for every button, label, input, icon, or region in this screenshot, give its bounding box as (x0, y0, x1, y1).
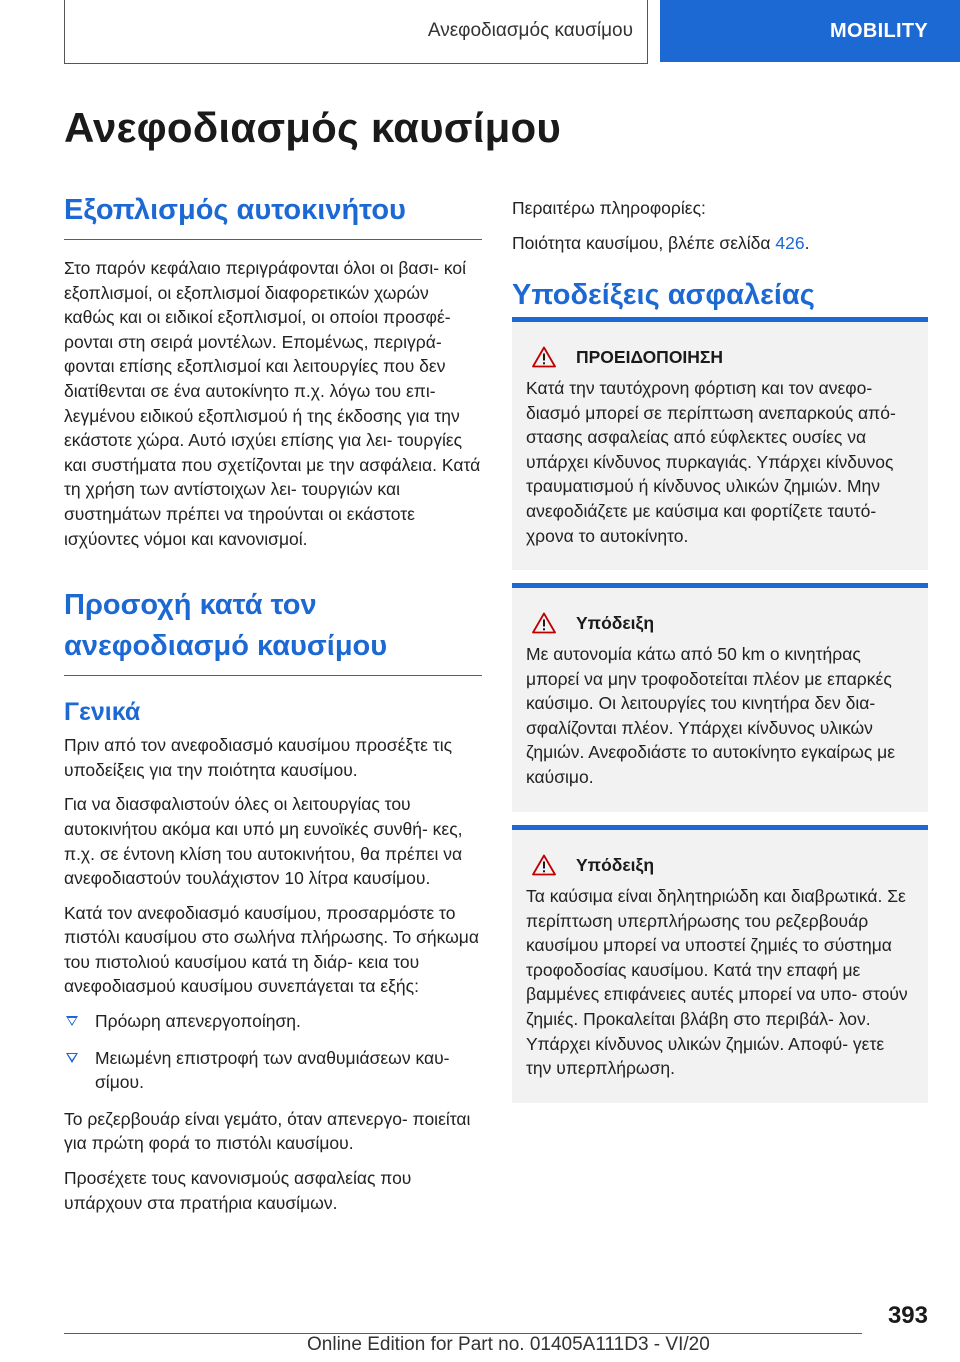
notice-text: Με αυτονομία κάτω από 50 km ο κινητήρας μπορεί να μην τροφοδοτείται πλέον με επαρκές καύσιμο. Οι λειτουργίες του κινητήρα δεν δια‐ σφαλίζονται πλέον. Υπάρχει κίνδυνος υλικών ζημιών. Ανεφοδιάστε το αυτοκίνητο εγκαίρως με καύσιμο. (526, 644, 896, 787)
paragraph-general-3: Κατά τον ανεφοδιασμό καυσίμου, προσαρμόστε το πιστόλι καυσίμου στο σωλήνα πλήρωσης. Το σήκωμα του πιστολιού καυσίμου κατά τη διάρ‐ κεια του ανεφοδιασμού καυσίμου συνεπάγεται τα εξής: (64, 902, 479, 997)
header-box (64, 0, 648, 64)
heading-refuel-attention: Προσοχή κατά τον ανεφοδιασμό καυσίμου (64, 585, 482, 676)
paragraph-general-5: Προσέχετε τους κανονισμούς ασφαλείας που υπάρχουν στα πρατήρια καυσίμων. (64, 1168, 412, 1213)
heading-general: Γενικά (64, 698, 141, 727)
header-section-title: Ανεφοδιασμός καυσίμου (427, 20, 633, 41)
paragraph-general-1: Πριν από τον ανεφοδιασμό καυσίμου προσέξτε τις υποδείξεις για την ποιότητα καυσίμου. (64, 735, 453, 780)
warning-triangle-icon (532, 854, 556, 876)
heading-vehicle-equipment: Εξοπλισμός αυτοκινήτου (64, 190, 482, 240)
footer-edition-text: Online Edition for Part no. 01405A111D3 - VI/20 (307, 1334, 710, 1355)
right-column (512, 196, 928, 316)
triangle-bullet-icon (66, 1053, 78, 1063)
notice-title: ΠΡΟΕΙΔΟΠΟΙΗΣΗ (576, 346, 724, 367)
notice-hint-autonomy (512, 583, 928, 812)
paragraph-general-4: Το ρεζερβουάρ είναι γεμάτο, όταν απενεργο‐ ποιείται για πρώτη φορά το πιστόλι καυσίμου. (64, 1108, 471, 1154)
notice-warning (512, 317, 928, 570)
notice-title: Υπόδειξη (576, 612, 655, 633)
heading-safety-notes: Υποδείξεις ασφαλείας (512, 279, 815, 312)
warning-triangle-icon (532, 612, 556, 634)
notice-title: Υπόδειξη (576, 854, 655, 875)
notice-text: Τα καύσιμα είναι δηλητηριώδη και διαβρωτικά. Σε περίπτωση υπερπλήρωσης του ρεζερβουάρ καυσίμου μπορεί να υποστεί ζημιές το σύστημα τροφοδοσίας καυσίμου. Κατά την επαφή με βαμμένες επιφάνειες αυτές μπορεί να υπο‐ στούν ζημιές. Προκαλείται βλάβη στο περιβάλ‐ λον. Υπάρχει κίνδυνος υλικών ζημιών. Αποφύ‐ γετε την υπερπλήρωση. (526, 886, 908, 1079)
fuel-quality-reference: Ποιότητα καυσίμου, βλέπε σελίδα 426. (512, 232, 810, 253)
page-title: Ανεφοδιασμός καυσίμου (64, 104, 562, 151)
more-info-label: Περαιτέρω πληροφορίες: (512, 198, 706, 218)
list-item: Μειωμένη επιστροφή των αναθυμιάσεων καυ‐ σίμου. (64, 1046, 482, 1095)
bullet-list (64, 1009, 482, 1095)
page-reference-link[interactable]: 426 (775, 232, 805, 253)
left-column (64, 190, 482, 1225)
page-number: 393 (887, 1302, 928, 1329)
warning-triangle-icon (532, 346, 556, 368)
list-item: Πρόωρη απενεργοποίηση. (64, 1009, 482, 1034)
notice-hint-overfill (512, 825, 928, 1103)
notice-text: Κατά την ταυτόχρονη φόρτιση και τον ανεφο‐ διασμό μπορεί σε περίπτωση ανεπαρκούς από‐ στασης ασφαλείας από εύφλεκτες ουσίες να υπάρχει κίνδυνος πυρκαγιάς. Υπάρχει κίνδυνος τραυματισμού ή κίνδυνος υλικών ζημιών. Μην ανεφοδιάζετε με καύσιμα και φορτίζετε ταυτό‐ χρονα το αυτοκίνητο. (526, 378, 896, 546)
paragraph-equipment: Στο παρόν κεφάλαιο περιγράφονται όλοι οι βασι‐ κοί εξοπλισμοί, οι εξοπλισμοί διαφορετικών χωρών καθώς και οι ειδικοί εξοπλισμοί, οι οποίοι προσφέ‐ ρονται στη σειρά μοντέλων. Επομένως, περιγρά‐ φονται επίσης εξοπλισμοί και λειτουργίες που δεν διατίθενται σε ένα αυτοκίνητο π.χ. λόγω του επι‐ λεγμένου ειδικού εξοπλισμού ή της έκδοσης για την εκάστοτε χώρα. Αυτό ισχύει επίσης για λει‐ τουργίες και συστήματα που σχετίζονται με την ασφάλεια. Κατά τη χρήση των αντίστοιχων λει‐ τουργιών και συστημάτων πρέπει να τηρούνται οι εκάστοτε ισχύοντες νόμοι και κανονισμοί. (64, 258, 481, 549)
paragraph-general-2: Για να διασφαλιστούν όλες οι λειτουργίας του αυτοκινήτου ακόμα και υπό μη ευνοϊκές συνθή‐ κες, π.χ. σε έντονη κλίση του αυτοκινήτου, θα πρέπει να ανεφοδιαστούν τουλάχιστον 10 λίτρα καυσίμου. (64, 794, 463, 889)
header-category-tag: MOBILITY (660, 0, 960, 62)
triangle-bullet-icon (66, 1016, 78, 1026)
